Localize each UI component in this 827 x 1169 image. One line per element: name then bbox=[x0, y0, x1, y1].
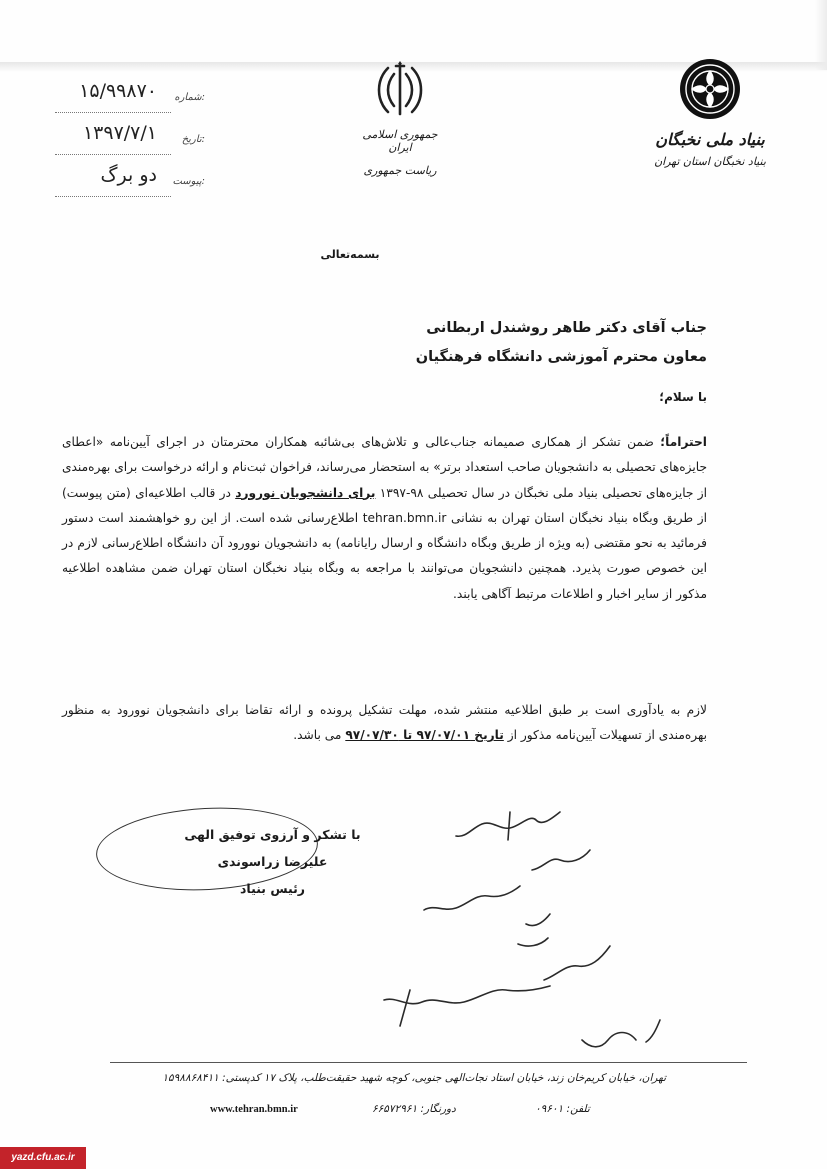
meta-date-row bbox=[55, 120, 205, 162]
footer-divider bbox=[110, 1062, 747, 1063]
body-underlined: برای دانشجویان نورورد bbox=[235, 485, 376, 500]
reminder-dates: تاریخ ۹۷/۰۷/۰۱ تا ۹۷/۰۷/۳۰ bbox=[345, 728, 504, 743]
letter-number: ۱۵/۹۹۸۷۰ bbox=[79, 80, 157, 102]
letter-body bbox=[62, 430, 707, 607]
site-watermark: yazd.cfu.ac.ir bbox=[0, 1147, 86, 1169]
emblem-title: جمهوری اسلامی ایران bbox=[362, 128, 438, 154]
recipient-title: معاون محترم آموزشی دانشگاه فرهنگیان bbox=[415, 349, 707, 365]
greeting: با سلام؛ bbox=[659, 390, 707, 404]
letter-reminder bbox=[62, 698, 707, 749]
handwritten-annotation bbox=[360, 790, 690, 1080]
letter-number-label: شماره: bbox=[174, 92, 205, 103]
letter-attachment: دو برگ bbox=[100, 164, 157, 186]
recipient-name: جناب آقای دکتر طاهر روشندل اربطانی bbox=[426, 320, 707, 336]
letter-attachment-label: پیوست: bbox=[172, 176, 205, 187]
meta-dotted-line bbox=[55, 154, 171, 155]
body-text-part1: ضمن تشکر از همکاری صمیمانه جناب‌عالی و تلاش‌های بی‌شائبه همکاران محترمتان در اجرای آیین‌نامه «اعطای جایزه‌های تحصیلی به دانشجویان صاحب استعداد برتر» به استحضار می‌رساند، فراخوان ثبت‌نام و ارائه درخواست برای بهره‌مندی از جایزه‌های تحصیلی بنیاد ملی نخبگان در سال تحصیلی ۹۸-۱۳۹۷ bbox=[62, 435, 708, 500]
footer-address: تهران، خیابان کریم‌خان زند، خیابان استاد نجات‌الهی جنوبی، کوچه شهید حقیقت‌طلب، پلاک ۱۷ کدپستی: ۱۵۹۸۸۶۸۴۱۱ bbox=[162, 1072, 666, 1084]
footer-fax: دورنگار: ۶۶۵۷۲۹۶۱ bbox=[372, 1103, 456, 1115]
signature-name: علیرضا زراسوندی bbox=[217, 854, 328, 869]
scan-shadow-corner bbox=[815, 0, 827, 70]
footer-website: www.tehran.bmn.ir bbox=[210, 1104, 298, 1115]
signature-block bbox=[180, 821, 365, 902]
letter-date: ۱۳۹۷/۷/۱ bbox=[82, 122, 157, 144]
iran-emblem-icon bbox=[372, 60, 428, 120]
footer-phone: تلفن: ۰۹۶۰۱ bbox=[535, 1103, 590, 1115]
reminder-text-part1: لازم به یادآوری است بر طبق اطلاعیه منتشر شده، مهلت تشکیل پرونده و ارائه تقاضا برای دانشجویان نوورود به منظور بهره‌مندی از تسهیلات آیین‌نامه مذکور از bbox=[62, 703, 707, 743]
bmn-flower-logo-icon bbox=[679, 58, 741, 120]
emblem-subtitle: ریاست جمهوری bbox=[363, 164, 437, 177]
basmala: بسمه‌تعالی bbox=[320, 248, 380, 261]
signature-title: رئیس بنیاد bbox=[239, 881, 306, 896]
letter-meta bbox=[55, 78, 205, 204]
body-intro: احتراماً؛ bbox=[660, 435, 707, 449]
meta-number-row bbox=[55, 78, 205, 120]
body-text-part2: در قالب اطلاعیه‌ای (متن پیوست) از طریق وبگاه بنیاد نخبگان استان تهران به نشانی tehran.bmn.ir اطلاع‌رسانی شده است. از این رو خواهشمند است دستور فرمائید به نحو مقتضی (به ویژه از طریق وبگاه دانشگاه و ارسال رایانامه) به دانشجویان نوورود آن دانشگاه اطلاع‌رسانی لازم در این خصوص صورت پذیرد. همچنین دانشجویان می‌توانند با مراجعه به وبگاه بنیاد نخبگان استان تهران ضمن مشاهده اطلاعیه مذکور از سایر اخبار و اطلاعات مرتبط آگاهی یابند. bbox=[62, 485, 707, 601]
reminder-paragraph bbox=[62, 698, 707, 749]
signature-closing: با تشکر و آرزوی توفیق الهی bbox=[184, 827, 361, 842]
letter-date-label: تاریخ: bbox=[181, 134, 205, 145]
meta-dotted-line bbox=[55, 112, 171, 113]
organization-branch: بنیاد نخبگان استان تهران bbox=[654, 155, 766, 168]
meta-dotted-line bbox=[55, 196, 171, 197]
national-emblem bbox=[350, 60, 450, 177]
organization-logo bbox=[640, 58, 780, 168]
organization-name: بنیاد ملی نخبگان bbox=[655, 130, 765, 149]
meta-attachment-row bbox=[55, 162, 205, 204]
body-paragraph bbox=[62, 430, 707, 607]
recipient-block bbox=[287, 314, 707, 372]
reminder-text-part2: می باشد. bbox=[293, 728, 346, 743]
